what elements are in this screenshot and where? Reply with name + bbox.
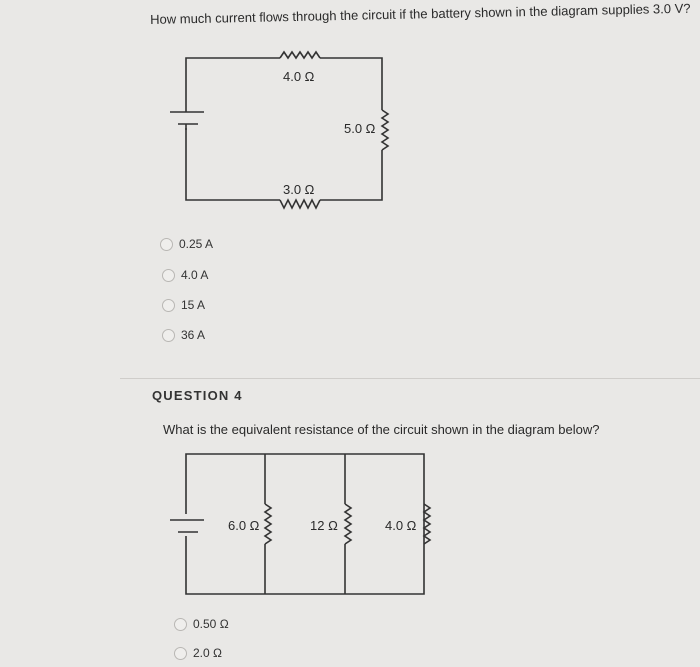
- question-3-prompt: How much current flows through the circuit if the battery shown in the diagram supplies 3.0 V?: [150, 0, 691, 27]
- radio-button[interactable]: [162, 329, 175, 342]
- resistor-12ohm-label: 12 Ω: [310, 518, 338, 533]
- option-label: 0.25 A: [179, 237, 214, 251]
- resistor-3ohm-zigzag: [280, 200, 320, 208]
- question-4-heading: QUESTION 4: [152, 388, 243, 403]
- resistor-4ohm-zigzag: [424, 504, 430, 544]
- q3-option-3[interactable]: [162, 298, 205, 312]
- option-label: 36 A: [181, 328, 206, 342]
- option-label: 4.0 A: [181, 268, 209, 282]
- resistor-5ohm-label: 5.0 Ω: [344, 121, 376, 136]
- resistor-4ohm-label: 4.0 Ω: [385, 518, 417, 533]
- radio-button[interactable]: [160, 238, 173, 251]
- resistor-4ohm-zigzag: [280, 52, 320, 58]
- resistor-4ohm-label: 4.0 Ω: [283, 69, 315, 84]
- question-4-circuit-diagram: [0, 440, 700, 610]
- q4-option-2[interactable]: [174, 646, 222, 660]
- resistor-6ohm-zigzag: [265, 504, 271, 544]
- option-label: 2.0 Ω: [193, 646, 222, 660]
- option-label: 0.50 Ω: [193, 617, 229, 631]
- option-label: 15 A: [181, 298, 206, 312]
- radio-button[interactable]: [162, 299, 175, 312]
- q4-option-1[interactable]: [174, 617, 229, 631]
- q3-option-4[interactable]: [162, 328, 205, 342]
- question-3-circuit-diagram: [0, 0, 700, 240]
- resistor-3ohm-label: 3.0 Ω: [283, 182, 315, 197]
- q3-option-1[interactable]: [160, 237, 213, 251]
- q3-option-2[interactable]: [162, 268, 208, 282]
- resistor-6ohm-label: 6.0 Ω: [228, 518, 260, 533]
- bottom-wire: [186, 128, 280, 200]
- section-divider: [120, 378, 700, 379]
- radio-button[interactable]: [174, 647, 187, 660]
- resistor-5ohm-zigzag: [382, 110, 388, 150]
- top-wire-right: [320, 58, 382, 110]
- top-wire-left: [186, 58, 280, 106]
- battery-symbol: [170, 106, 204, 130]
- question-4-prompt: What is the equivalent resistance of the circuit shown in the diagram below?: [163, 422, 600, 437]
- right-wire-lower: [320, 150, 382, 200]
- resistor-12ohm-zigzag: [345, 504, 351, 544]
- radio-button[interactable]: [162, 269, 175, 282]
- battery-symbol: [170, 520, 204, 532]
- radio-button[interactable]: [174, 618, 187, 631]
